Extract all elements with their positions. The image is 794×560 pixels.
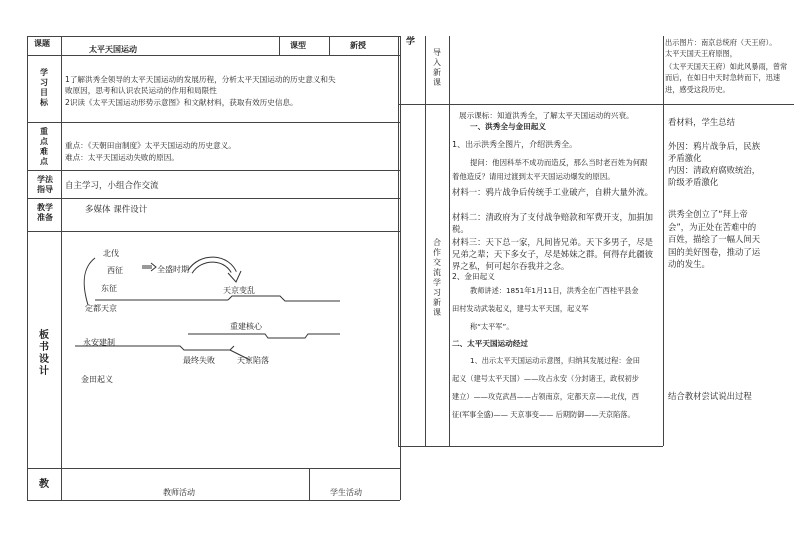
bottom-label: 教 [39,479,49,490]
prep-label: 教学准备 [37,203,53,222]
lesson-display: 展示课标：知道洪秀全，了解太平天国运动的兴衰。 [459,111,634,120]
goal-line: 败原因，思考和认识农民运动的作用和局限性 [65,86,217,95]
intro-text: 进，感受这段历史。 [665,85,730,94]
student-note: 外因：鸦片战争后，民族矛盾激化 [668,141,761,163]
material-2: 材料二：清政府为了支付战争赔款和军费开支，加捐加税。 [452,212,653,234]
prep-value: 多媒体 课件设计 [85,205,148,215]
student-note: 结合教材尝试说出过程 [668,391,752,401]
material-3: 材料三：天下总一家，凡间皆兄弟。天下多男子，尽是兄弟之辈；天下多女子，尽是姊妹之群。何得存此疆彼界之私，何可起尔吞我并之念。 [452,237,653,271]
board-west: 西征 [107,266,123,275]
key-point: 难点：太平天国运动失败的原因。 [65,153,179,162]
lesson-hint: 提问：他因科举不成功而造反，那么当时老百姓为何跟 [470,158,648,167]
rule [398,446,663,447]
student-note: 看材料，学生总结 [668,117,735,127]
goal-line: 2识读《太平天国运动形势示意图》和文献材料，获取有效历史信息。 [65,98,298,107]
goal-line: 1了解洪秀全领导的太平天国运动的发展历程，分析太平天国运动的历史意义和失 [65,75,336,84]
student-note: 洪秀全创立了“拜上帝会”，为正处在苦难中的百姓，描绘了一幅人间天国的美好图卷，推动了运动的发生。 [668,209,761,269]
topic-value: 太平天国运动 [89,45,137,54]
teach-line: 田村发动武装起义，建号太平天国，起义军 [452,304,589,313]
board-final-fail: 最终失败 [183,356,215,365]
route-line: 建立）——攻克武昌——占领南京，定都天京——北伐，西 [452,392,639,401]
rule [449,36,450,446]
lesson-section-1: 一、洪秀全与金田起义 [470,122,546,131]
route-line: 征(军事全盛)—— 天京事变—— 后期防御——天京陷落。 [452,410,635,419]
board-peak: 全盛时期 [157,265,189,274]
board-jintian: 金田起义 [81,375,113,384]
lesson-hint: 着他造反？请用过渡到太平天国运动爆发的原因。 [452,172,615,181]
rule [398,36,399,446]
material-1: 材料一：鸦片战争后传统手工业破产，自耕大量外流。 [452,187,653,197]
intro-text: （太平天国天王府）如此风暴雨，曾常 [665,62,788,71]
intro-text: 出示图片：南京总统府（天王府）。 [665,38,777,47]
lesson-item-2: 2、金田起义 [452,272,495,281]
teach-line: 教师讲述：1851年1月11日，洪秀全在广西桂平县金 [470,286,639,295]
goals-label: 学习目标 [40,68,48,107]
rule [398,104,794,105]
lesson-section-2: 二、太平天国运动经过 [452,339,528,348]
lesson-item-1: 1、出示洪秀全图片，介绍洪秀全。 [452,140,578,149]
intro-text: 太平天国天王府原图， [665,49,737,58]
key-label: 重点难点 [40,127,48,166]
board-tianjing-change: 天京变乱 [223,286,255,295]
teacher-activity-header: 教师活动 [163,488,195,497]
type-label: 课型 [290,41,306,50]
topic-label: 课题 [34,39,50,48]
board-north: 北伐 [103,249,119,258]
rule [663,36,664,446]
board-label: 板书设计 [39,330,49,377]
key-point: 重点：《天朝田亩制度》太平天国运动的历史意义。 [65,141,236,150]
board-yongan: 永安建制 [83,338,115,347]
board-rebuild: 重建核心 [230,322,262,331]
rule [425,36,426,446]
method-label: 学法指导 [37,175,53,194]
teach-line: 称“太平军”。 [470,322,514,331]
right-top-label: 学 [406,37,416,47]
intro-label: 导入新课 [433,48,441,87]
route-line: 起义（建号太平天国）——攻占永安（分封诸王，政权初步 [452,374,639,383]
method-value: 自主学习，小组合作交流 [65,181,159,191]
coop-label: 合作交流学习新课 [433,238,441,317]
student-note: 内因：清政府腐败统治，阶级矛盾激化 [668,165,761,187]
intro-text: 而后，在如日中天时急转而下，迅速 [665,73,781,82]
route-line: 1、出示太平天国运动示意图，归纳其发展过程：金田 [470,356,640,365]
student-activity-header: 学生活动 [330,488,362,497]
board-capital: 定都天京 [85,304,117,313]
board-tianjing-fall: 天京陷落 [237,356,269,365]
type-value: 新授 [350,41,366,50]
board-east: 东征 [101,284,117,293]
